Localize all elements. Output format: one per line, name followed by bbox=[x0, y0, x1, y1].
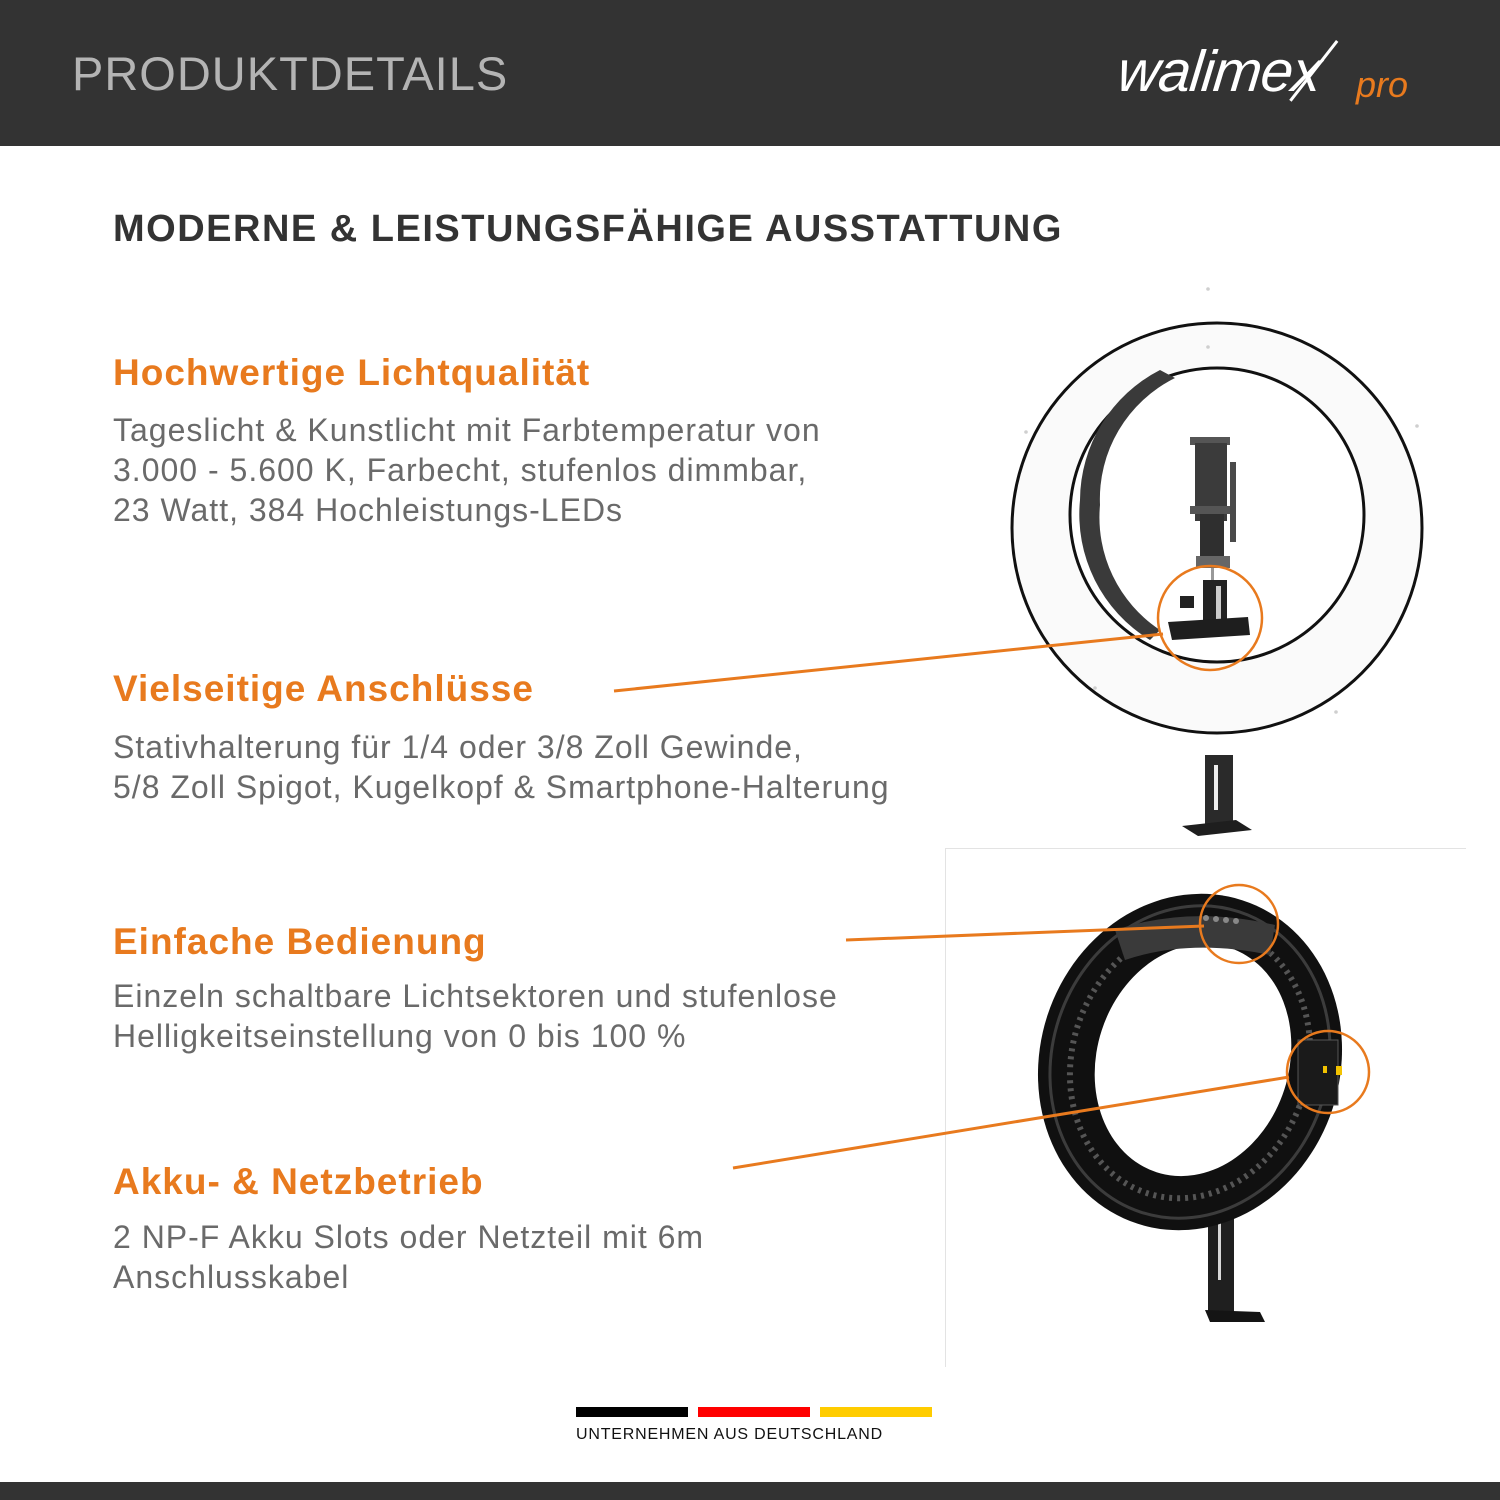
flag-stripe-red bbox=[698, 1407, 810, 1417]
desc-line: 2 NP-F Akku Slots oder Netzteil mit 6m bbox=[113, 1219, 705, 1255]
flag-stripe-black bbox=[576, 1407, 688, 1417]
logo-suffix: pro bbox=[1356, 64, 1409, 105]
feature-title-power: Akku- & Netzbetrieb bbox=[113, 1161, 484, 1202]
desc-line: Helligkeitseinstellung von 0 bis 100 % bbox=[113, 1018, 687, 1054]
desc-line: Tageslicht & Kunstlicht mit Farbtemperatur von bbox=[113, 412, 821, 448]
desc-line: Anschlusskabel bbox=[113, 1259, 350, 1295]
desc-line: 3.000 - 5.600 K, Farbecht, stufenlos dimmbar, bbox=[113, 452, 808, 488]
desc-line: 5/8 Zoll Spigot, Kugelkopf & Smartphone-Halterung bbox=[113, 769, 890, 805]
footer-bar bbox=[0, 1482, 1500, 1500]
page-title: PRODUKTDETAILS bbox=[72, 47, 509, 100]
feature-title-light-quality: Hochwertige Lichtqualität bbox=[113, 352, 591, 393]
desc-line: Stativhalterung für 1/4 oder 3/8 Zoll Gewinde, bbox=[113, 729, 803, 765]
feature-title-connections: Vielseitige Anschlüsse bbox=[113, 668, 534, 709]
flag-stripe-gold bbox=[820, 1407, 932, 1417]
feature-title-operation: Einfache Bedienung bbox=[113, 921, 487, 962]
desc-line: 23 Watt, 384 Hochleistungs-LEDs bbox=[113, 492, 624, 528]
ring-light-back-image bbox=[995, 854, 1385, 1322]
made-in-germany-caption: UNTERNEHMEN AUS DEUTSCHLAND bbox=[576, 1426, 883, 1443]
section-heading: MODERNE & LEISTUNGSFÄHIGE AUSSTATTUNG bbox=[113, 208, 1063, 250]
desc-line: Einzeln schaltbare Lichtsektoren und stufenlose bbox=[113, 978, 838, 1014]
logo-brand: walimex bbox=[1114, 39, 1324, 104]
ring-light-front-image bbox=[1012, 287, 1422, 836]
